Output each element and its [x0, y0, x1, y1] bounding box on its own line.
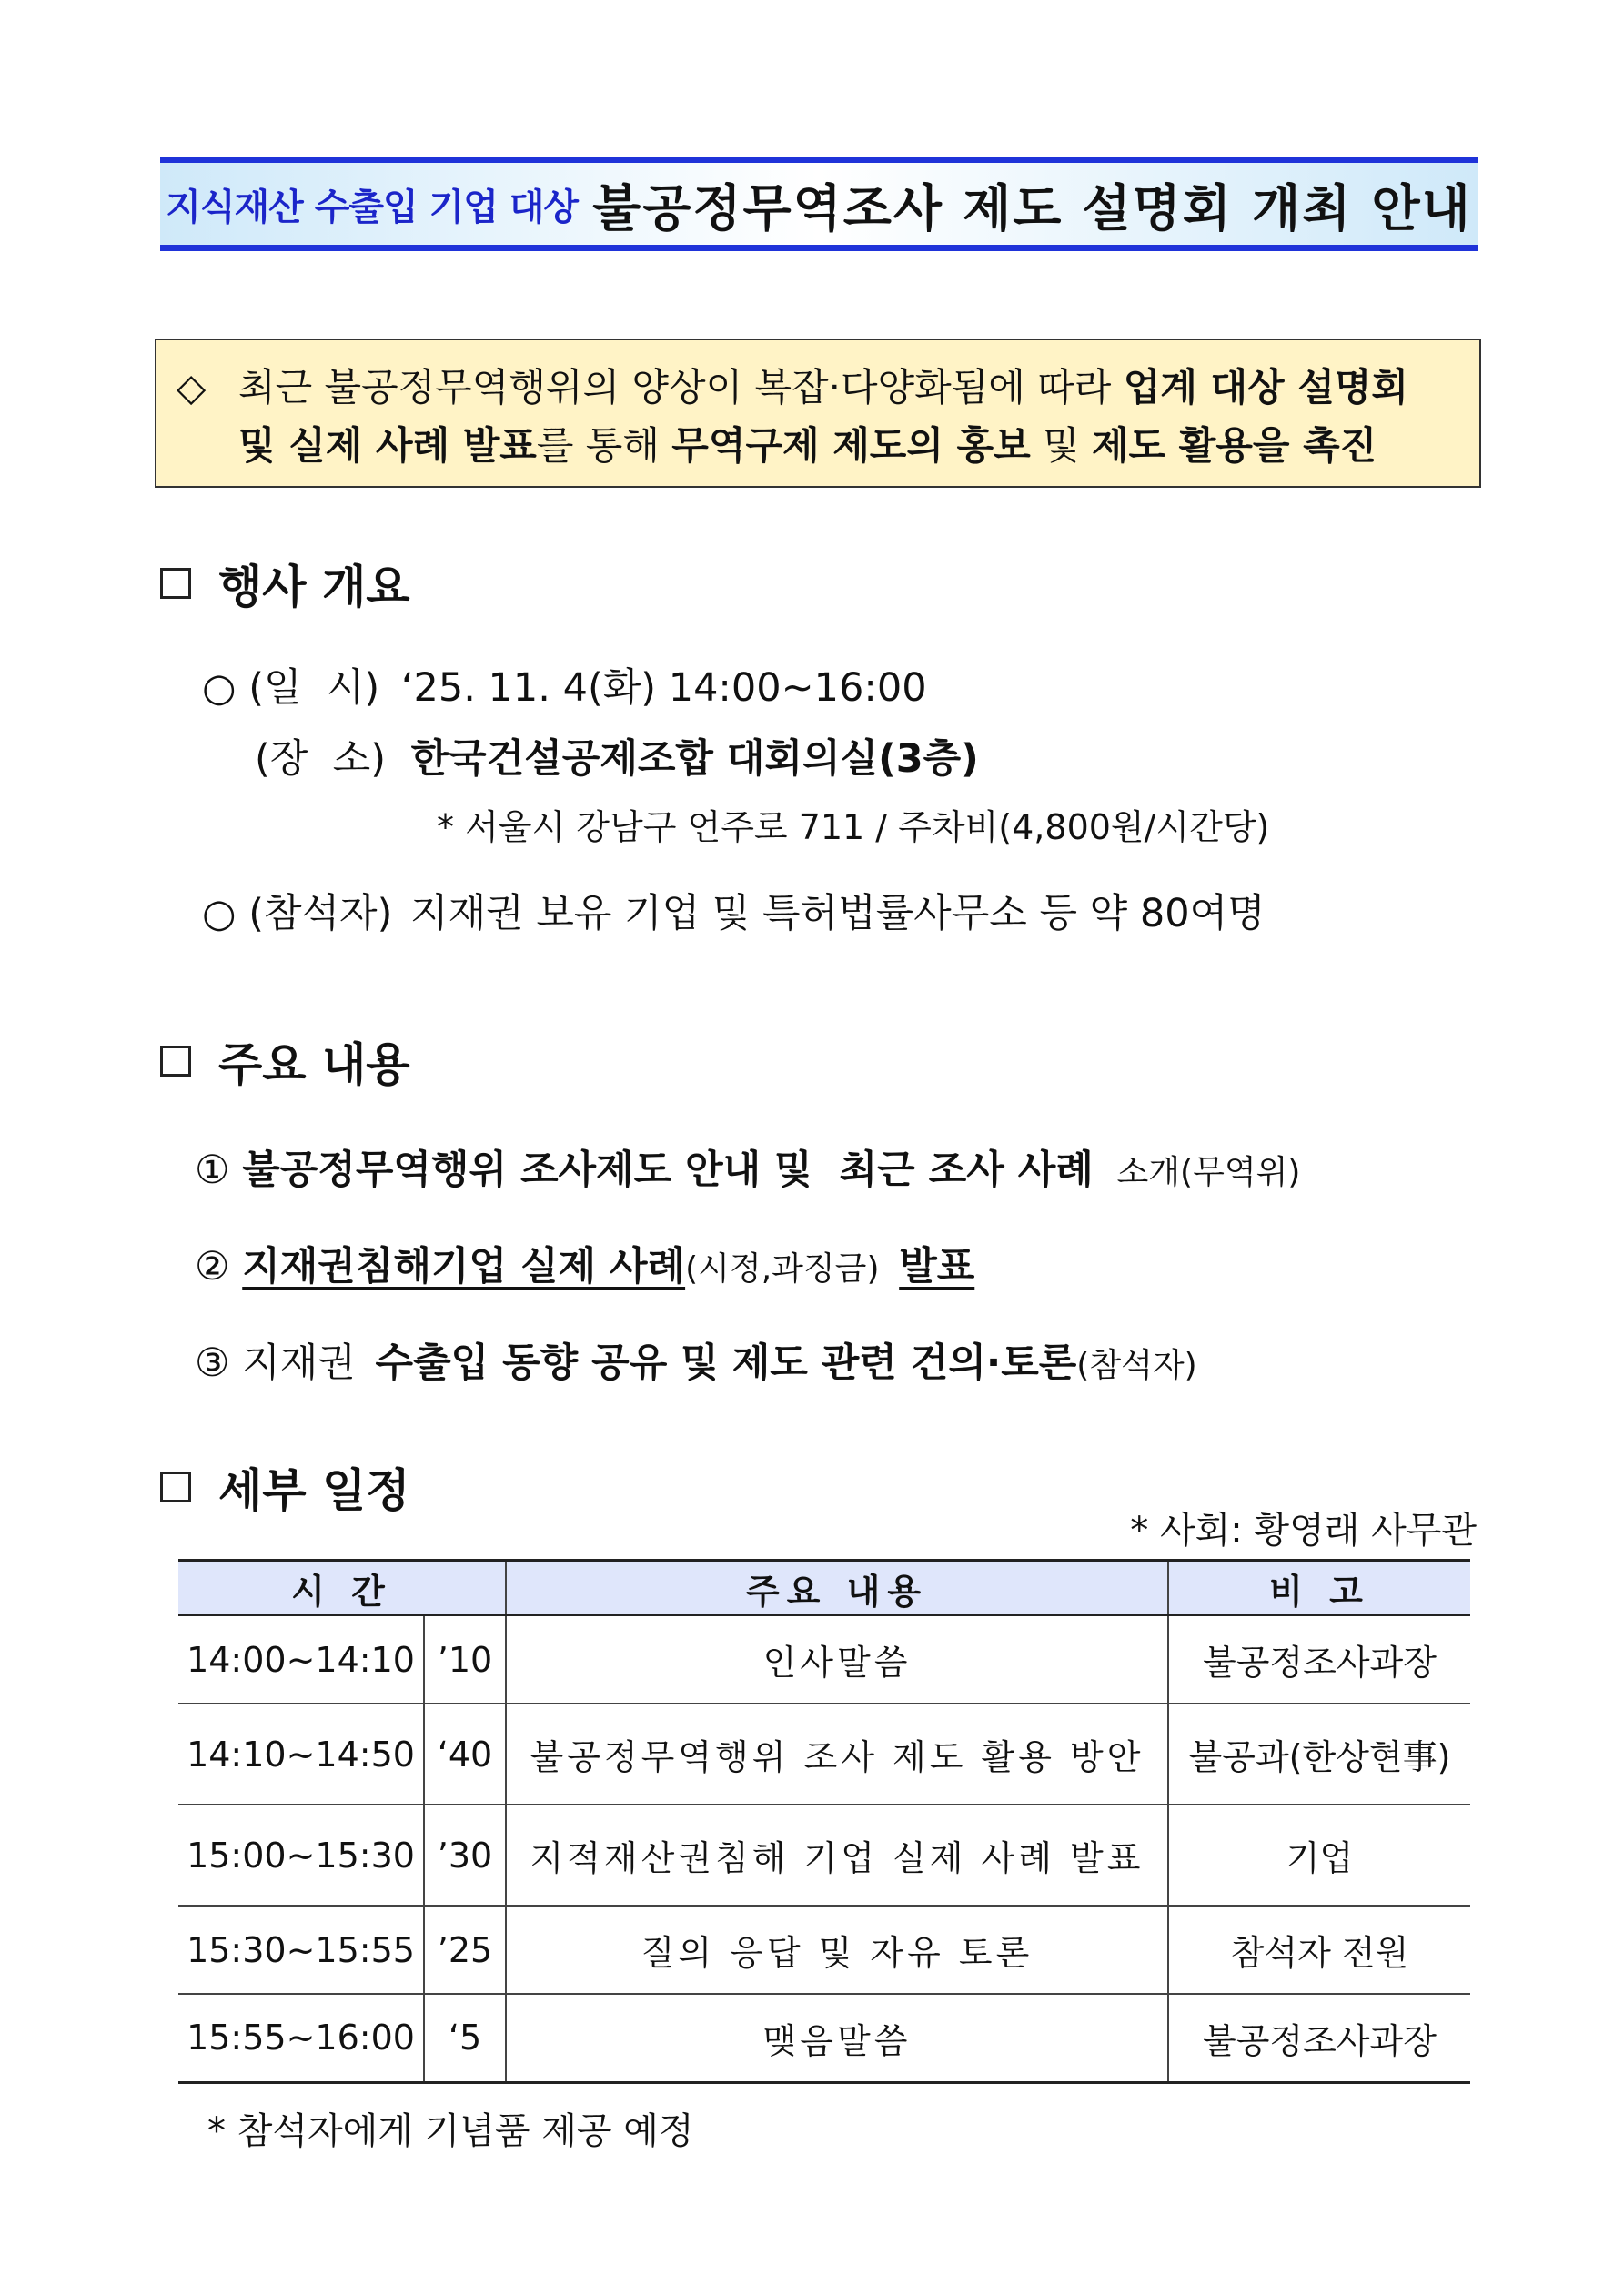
summary-text: 를 통해	[536, 423, 672, 468]
cell-duration: ‘5	[424, 1994, 506, 2082]
item-tail: 발표	[899, 1244, 975, 1290]
schedule-footnote: * 참석자에게 기념품 제공 예정	[207, 2110, 694, 2152]
header-time: 시 간	[178, 1561, 506, 1616]
place-label: (장 소)	[255, 736, 386, 782]
cell-content: 질의 응답 및 자유 토론	[506, 1906, 1168, 1994]
cell-time: 15:30~15:55	[178, 1906, 424, 1994]
checkbox-square-icon	[160, 568, 191, 599]
table-row	[178, 1906, 1470, 1994]
checkbox-square-icon	[160, 1472, 191, 1502]
cell-time: 15:00~15:30	[178, 1805, 424, 1906]
item-tail: 소개(무역위)	[1116, 1154, 1301, 1191]
attendee-label: ○ (참석자)	[202, 891, 393, 936]
item-title: 지재권침해기업 실제 사례	[242, 1244, 686, 1290]
summary-line-1	[177, 359, 1459, 417]
content-item-2	[195, 1236, 974, 1291]
summary-emphasis: 업계 대상 설명회	[1123, 365, 1408, 410]
cell-remark: 불공정조사과장	[1168, 1615, 1470, 1704]
section-title: 행사 개요	[218, 561, 410, 613]
cell-duration: ‘40	[424, 1704, 506, 1805]
table-header-row	[178, 1561, 1470, 1616]
table-row	[178, 1805, 1470, 1906]
cell-remark: 기업	[1168, 1805, 1470, 1906]
cell-remark: 참석자 전원	[1168, 1906, 1470, 1994]
item-paren: (시정,과징금)	[685, 1250, 880, 1288]
title-main: 불공정무역조사 제도 설명회 개최 안내	[592, 178, 1472, 238]
title-banner	[160, 157, 1478, 251]
section-title: 세부 일정	[218, 1464, 410, 1517]
cell-time: 14:10~14:50	[178, 1704, 424, 1805]
item-paren: (참석자)	[1076, 1347, 1197, 1384]
item-number: ③	[195, 1340, 230, 1386]
cell-duration: ’10	[424, 1615, 506, 1704]
checkbox-square-icon	[160, 1046, 191, 1077]
table-row	[178, 1615, 1470, 1704]
cell-content: 지적재산권침해 기업 실제 사례 발표	[506, 1805, 1168, 1906]
datetime-value: ‘25. 11. 4(화) 14:00~16:00	[400, 665, 927, 711]
content-item-3	[195, 1332, 1197, 1388]
attendee-value: 지재권 보유 기업 및 특허법률사무소 등 약 80여명	[410, 891, 1266, 936]
section-header-overview	[160, 551, 410, 616]
cell-duration: ’30	[424, 1805, 506, 1906]
event-attendees	[202, 883, 1266, 938]
event-datetime	[202, 657, 927, 713]
datetime-label: ○ (일 시)	[202, 665, 380, 711]
event-place	[255, 728, 979, 784]
summary-line-2	[177, 417, 1459, 475]
cell-content: 인사말씀	[506, 1615, 1168, 1704]
item-title: 수출입 동향 공유 및 제도 관련 건의·토론	[375, 1340, 1077, 1386]
summary-emphasis: 무역구제 제도의 홍보	[671, 423, 1031, 468]
cell-remark: 불공정조사과장	[1168, 1994, 1470, 2082]
host-note: * 사회: 황영래 사무관	[1130, 1510, 1477, 1552]
section-header-contents	[160, 1028, 410, 1094]
cell-time: 15:55~16:00	[178, 1994, 424, 2082]
content-item-1	[195, 1139, 1300, 1195]
section-title: 주요 내용	[218, 1038, 410, 1091]
cell-content: 불공정무역행위 조사 제도 활용 방안	[506, 1704, 1168, 1805]
item-number: ①	[195, 1148, 230, 1193]
cell-duration: ’25	[424, 1906, 506, 1994]
title-subtitle: 지식재산 수출입 기업 대상	[166, 186, 579, 228]
header-content: 주요 내용	[506, 1561, 1168, 1616]
table-row	[178, 1704, 1470, 1805]
item-prefix: 지재권	[242, 1340, 356, 1386]
summary-box	[155, 339, 1481, 488]
table-row	[178, 1994, 1470, 2082]
place-value: 한국건설공제조합 대회의실(3층)	[410, 736, 979, 782]
cell-content: 맺음말씀	[506, 1994, 1168, 2082]
summary-text: 최근 불공정무역행위의 양상이 복잡·다양화됨에 따라	[238, 365, 1124, 410]
item-number: ②	[195, 1244, 230, 1290]
summary-emphasis: 제도 활용을 촉진	[1091, 423, 1377, 468]
header-remark: 비 고	[1168, 1561, 1470, 1616]
place-note: * 서울시 강남구 언주로 711 / 주차비(4,800원/시간당)	[437, 807, 1270, 847]
cell-time: 14:00~14:10	[178, 1615, 424, 1704]
cell-remark: 불공과(한상현事)	[1168, 1704, 1470, 1805]
diamond-bullet-icon: ◇	[177, 365, 207, 410]
summary-emphasis: 및 실제 사례 발표	[238, 423, 537, 468]
section-header-schedule	[160, 1454, 410, 1520]
summary-text: 및	[1030, 423, 1092, 468]
item-title: 불공정무역행위 조사제도 안내 및 최근 조사 사례	[242, 1148, 1094, 1193]
schedule-table	[178, 1559, 1470, 2084]
